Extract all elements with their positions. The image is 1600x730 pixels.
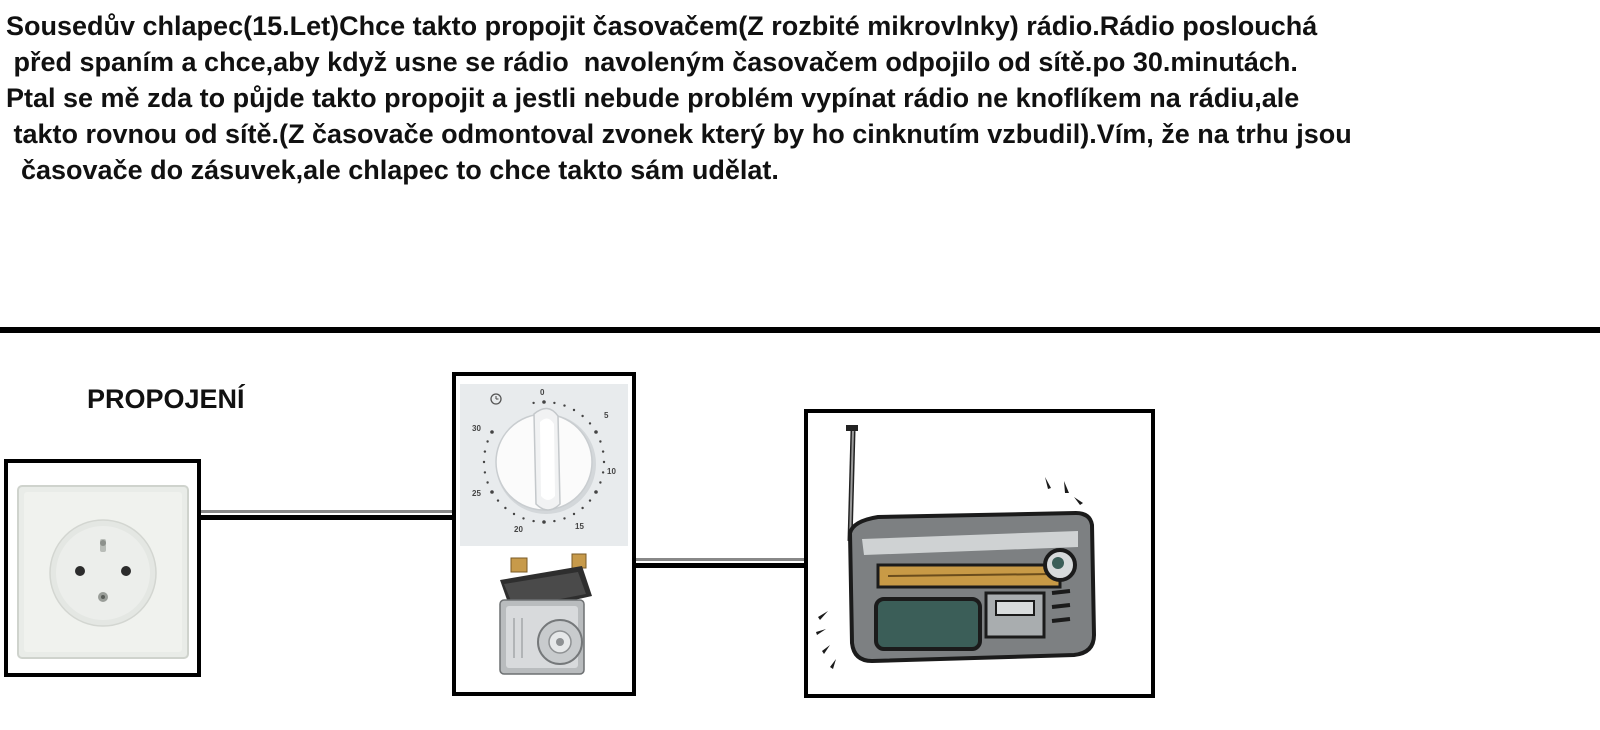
dial-tick (563, 404, 565, 406)
timer-mark-label: 10 (607, 467, 616, 476)
radio-box (804, 409, 1155, 698)
timer-mechanism-icon (456, 548, 632, 692)
dial-tick (553, 402, 555, 404)
dial-tick (522, 517, 524, 519)
dial-tick (484, 471, 486, 473)
dial-tick (486, 440, 488, 442)
cable-timer-to-radio (636, 558, 808, 568)
dial-tick (589, 422, 591, 424)
dial-tick (484, 450, 486, 452)
divider-line (0, 327, 1600, 333)
description-line: před spaním a chce,aby když usne se rádio navoleným časovačem odpojilo od sítě.po 30.minutách. (6, 47, 1298, 77)
timer-mark-label: 5 (604, 411, 609, 420)
dial-tick (594, 430, 598, 434)
wall-socket-icon (8, 463, 197, 673)
dial-tick (553, 520, 555, 522)
description-line: Ptal se mě zda to půjde takto propojit a jestli nebude problém vypínat rádio ne knoflíkem na rádiu,ale (6, 83, 1300, 113)
timer-mark-label: 0 (540, 388, 545, 397)
dial-tick (532, 520, 534, 522)
dial-tick (603, 461, 605, 463)
diagram-heading: PROPOJENÍ (87, 384, 245, 414)
description-line: takto rovnou od sítě.(Z časovače odmontoval zvonek který by ho cinknutím vzbudil).Vím, že na trhu jsou (6, 119, 1352, 149)
dial-tick (581, 507, 583, 509)
timer-mark-label: 20 (514, 525, 523, 534)
dial-tick (490, 430, 494, 434)
dial-tick (497, 499, 499, 501)
cable-socket-to-timer (201, 510, 455, 520)
description-text (6, 8, 1596, 188)
timer-knob-icon (456, 376, 632, 548)
timer-box (452, 372, 636, 696)
description-line: časovače do zásuvek,ale chlapec to chce takto sám udělat. (6, 155, 779, 185)
dial-tick (542, 400, 546, 404)
dial-tick (573, 409, 575, 411)
timer-mark-label: 25 (472, 489, 481, 498)
dial-tick (486, 481, 488, 483)
dial-tick (532, 402, 534, 404)
dial-tick (594, 490, 598, 494)
dial-tick (483, 461, 485, 463)
dial-tick (573, 513, 575, 515)
dial-tick (513, 513, 515, 515)
dial-tick (599, 440, 601, 442)
dial-tick (504, 507, 506, 509)
dial-tick (602, 471, 604, 473)
radio-icon (808, 413, 1151, 694)
dial-tick (490, 490, 494, 494)
socket-box (4, 459, 201, 677)
timer-mark-label: 15 (575, 522, 584, 531)
description-line: Sousedův chlapec(15.Let)Chce takto propojit časovačem(Z rozbité mikrovlnky) rádio.Rádio poslouchá (6, 11, 1318, 41)
dial-tick (602, 450, 604, 452)
dial-tick (581, 415, 583, 417)
timer-mark-label: 30 (472, 424, 481, 433)
dial-tick (599, 481, 601, 483)
dial-tick (563, 517, 565, 519)
dial-tick (589, 499, 591, 501)
dial-tick (542, 520, 546, 524)
